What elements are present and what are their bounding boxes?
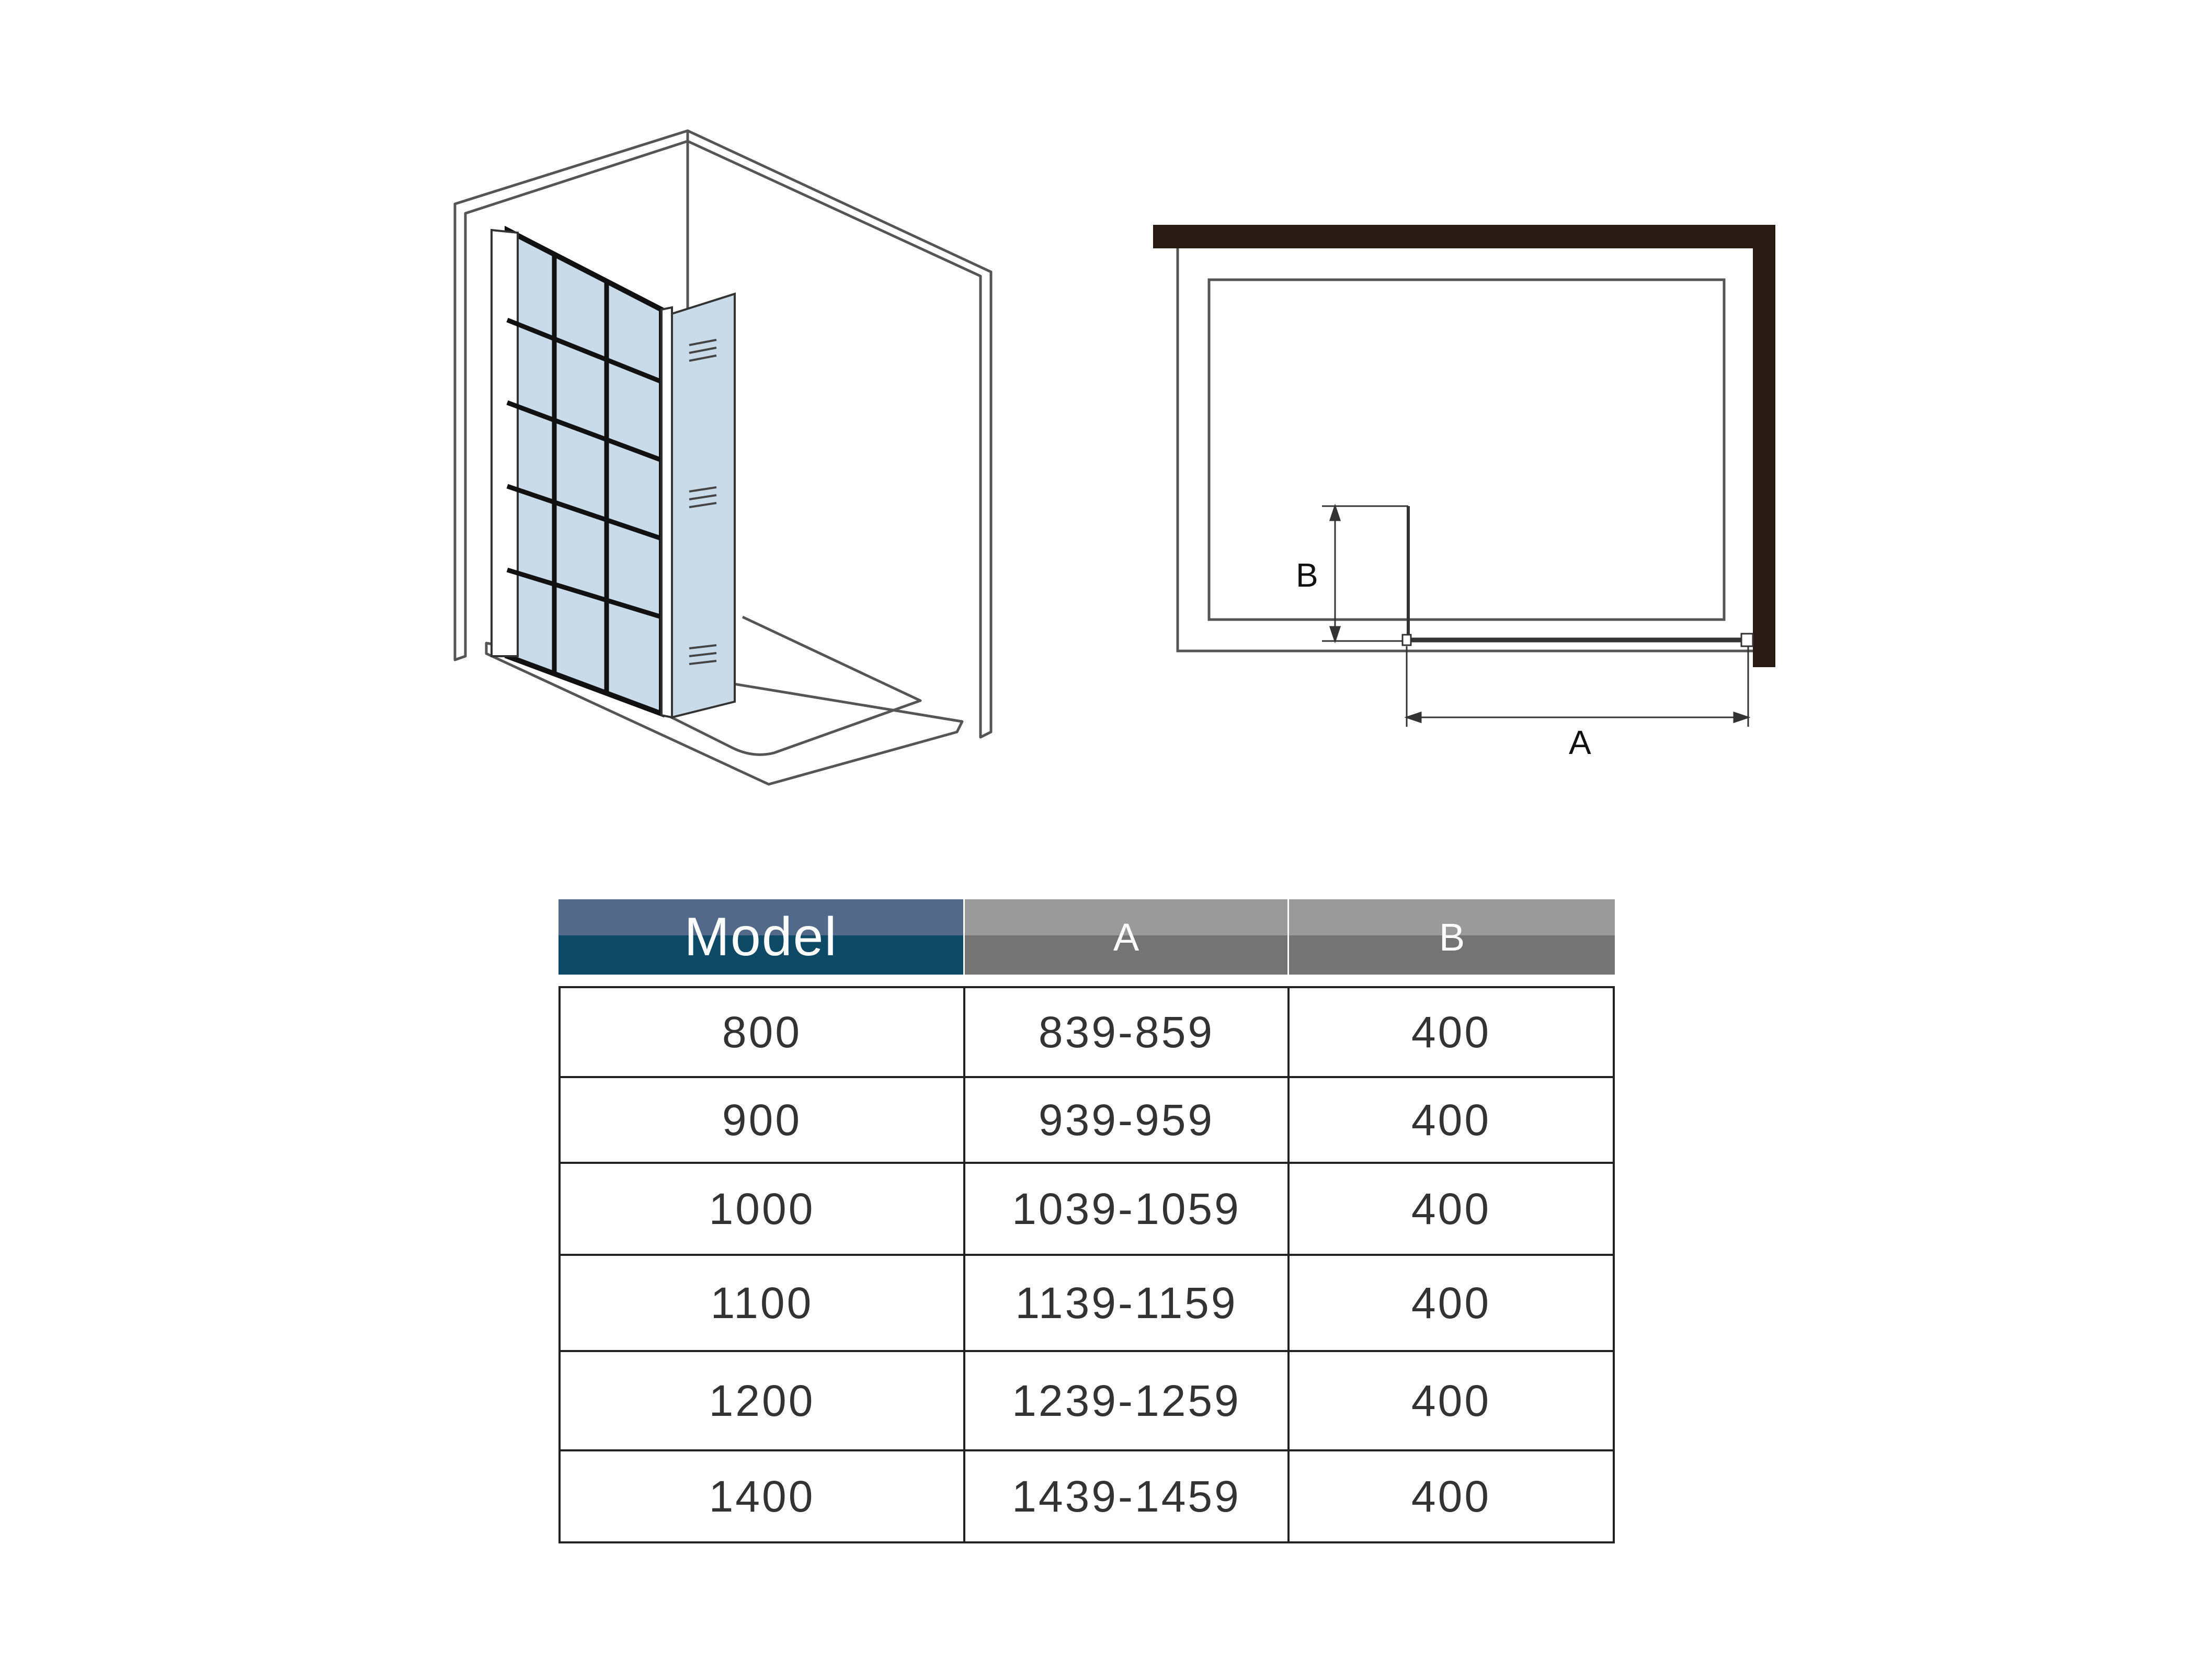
cell-b: 400 <box>1287 1451 1613 1541</box>
plan-wall-top <box>1153 225 1775 248</box>
cell-b: 400 <box>1287 1164 1613 1254</box>
table-row <box>561 1078 1613 1164</box>
table-row <box>561 1164 1613 1256</box>
dimension-b-label: B <box>1296 556 1318 594</box>
table-row <box>561 1352 1613 1451</box>
header-model: Model <box>558 899 963 975</box>
cell-model: 1200 <box>709 1376 815 1425</box>
cell-model: 900 <box>722 1095 802 1145</box>
cell-a: 839-859 <box>963 988 1287 1076</box>
plan-wall-right <box>1753 225 1775 667</box>
cell-model: 800 <box>722 1007 802 1057</box>
plan-panel-end <box>1403 635 1411 645</box>
cell-b: 400 <box>1287 988 1613 1076</box>
dimension-a-label: A <box>1569 724 1591 761</box>
table-header-row <box>558 899 1615 975</box>
table-row <box>561 1451 1613 1543</box>
cell-a: 939-959 <box>963 1078 1287 1162</box>
cell-b: 400 <box>1287 1256 1613 1350</box>
cell-a: 1139-1159 <box>963 1256 1287 1350</box>
table-row <box>561 1256 1613 1352</box>
header-a: A <box>963 899 1287 975</box>
cell-model: 1100 <box>710 1278 814 1328</box>
header-b: B <box>1287 899 1615 975</box>
cell-a: 1439-1459 <box>963 1451 1287 1541</box>
table-body <box>558 986 1615 1543</box>
cell-b: 400 <box>1287 1352 1613 1449</box>
cell-model: 1400 <box>709 1471 815 1521</box>
plan-tray <box>1209 280 1724 620</box>
cell-model: 1000 <box>709 1184 815 1233</box>
cell-b: 400 <box>1287 1078 1613 1162</box>
size-spec-table <box>558 899 1615 1543</box>
plan-wall-profile <box>1741 634 1753 646</box>
cell-a: 1039-1059 <box>963 1164 1287 1254</box>
table-row <box>561 988 1613 1078</box>
cell-a: 1239-1259 <box>963 1352 1287 1449</box>
plan-room-outline <box>1178 248 1753 651</box>
